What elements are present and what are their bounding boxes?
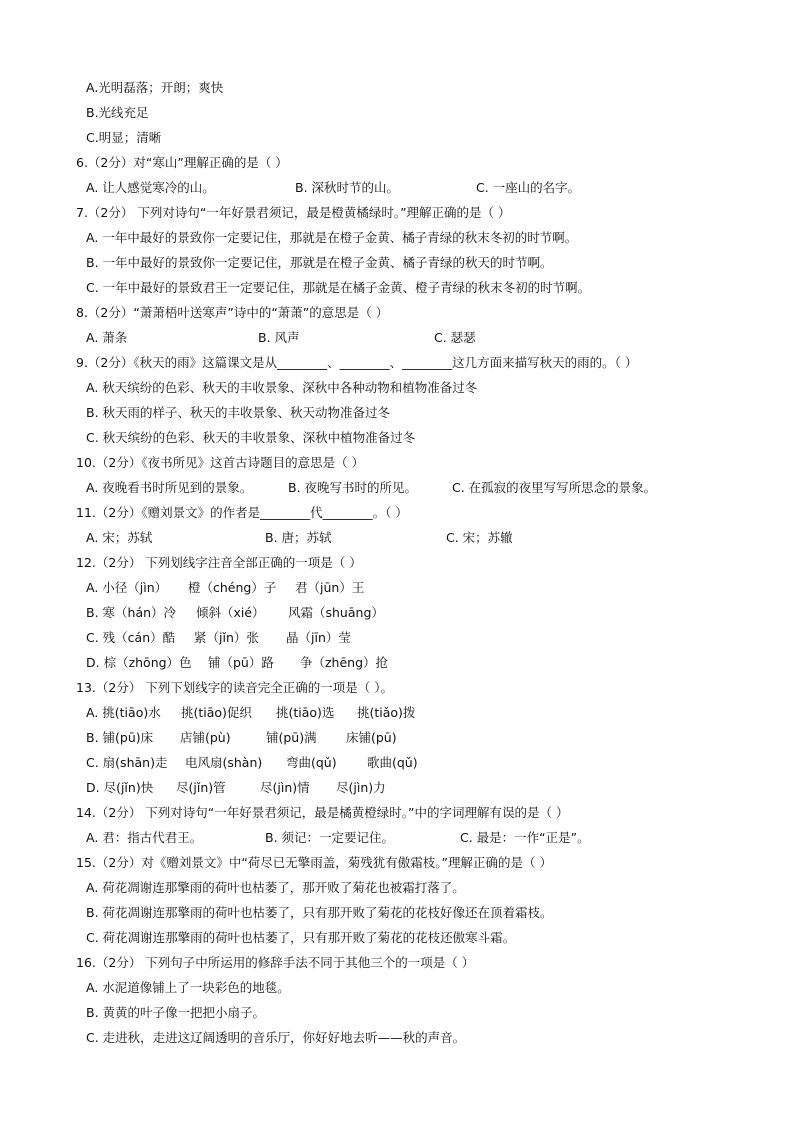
option-d: D. 尽(jǐn)快 <box>86 780 154 795</box>
question-6: 6.（2分）对“寒山”理解正确的是（ ） <box>76 155 288 170</box>
option-a: A. 挑(tiāo)水 <box>86 705 161 720</box>
question-10: 10.（2分）《夜书所见》这首古诗题目的意思是（ ） <box>76 455 365 470</box>
option-line: C. 荷花凋谢连那擎雨的荷叶也枯萎了，只有那开败了菊花的花枝还傲寒斗霜。 <box>86 930 516 945</box>
option-c: C. 残（cán）酷 <box>86 630 176 645</box>
question-11: 11.（2分）《赠刘景文》的作者是________代________。（ ） <box>76 505 408 520</box>
question-12: 12.（2分） 下列划线字注音全部正确的一项是（ ） <box>76 555 362 570</box>
option-a: A. 宋；苏轼 <box>86 530 153 545</box>
question-14: 14.（2分） 下列对诗句“一年好景君须记，最是橘黄橙绿时。”中的字词理解有误的是（ ） <box>76 805 569 820</box>
option-b: B. 深秋时节的山。 <box>295 180 400 195</box>
option-d-2: 尽(jǐn)管 <box>176 780 226 795</box>
option-line: B.光线充足 <box>86 105 149 120</box>
option-line: C. 秋天缤纷的色彩、秋天的丰收景象、深秋中植物准备过冬 <box>86 430 416 445</box>
option-b: B. 唐；苏轼 <box>265 530 332 545</box>
question-7: 7.（2分） 下列对诗句“一年好景君须记，最是橙黄橘绿时。”理解正确的是（ ） <box>76 205 511 220</box>
option-line: C. 走进秋，走进这辽阔透明的音乐厅，你好好地去听——秋的声音。 <box>86 1030 466 1045</box>
option-a: A. 让人感觉寒冷的山。 <box>86 180 215 195</box>
option-a: A. 夜晚看书时所见到的景象。 <box>86 480 253 495</box>
option-b-2: 倾斜（xié） <box>196 605 265 620</box>
option-c-3: 晶（jīn）莹 <box>286 630 351 645</box>
option-c-3: 弯曲(qǔ) <box>286 755 337 770</box>
option-d-3: 尽(jìn)情 <box>260 780 310 795</box>
option-b-3: 铺(pū)满 <box>266 730 317 745</box>
option-c-4: 歌曲(qǔ) <box>367 755 418 770</box>
option-line: A.光明磊落；开朗；爽快 <box>86 80 224 95</box>
option-c: C. 瑟瑟 <box>434 330 476 345</box>
option-c: C. 最是：一作“正是”。 <box>460 830 590 845</box>
question-15: 15.（2分）对《赠刘景文》中“荷尽已无擎雨盖，菊残犹有傲霜枝。”理解正确的是（ ） <box>76 855 553 870</box>
option-c: C. 一座山的名字。 <box>476 180 581 195</box>
option-a: A. 君：指古代君王。 <box>86 830 203 845</box>
option-b: B. 风声 <box>258 330 300 345</box>
option-line: B. 秋天雨的样子、秋天的丰收景象、秋天动物准备过冬 <box>86 405 391 420</box>
option-c-2: 电风扇(shàn) <box>185 755 263 770</box>
option-a: A. 萧条 <box>86 330 128 345</box>
question-13: 13.（2分） 下列下划线字的读音完全正确的一项是（ ）。 <box>76 680 394 695</box>
option-c: C. 扇(shān)走 <box>86 755 168 770</box>
option-a-2: 挑(tiāo)促织 <box>181 705 252 720</box>
option-b-4: 床铺(pū) <box>346 730 397 745</box>
option-b: B. 铺(pū)床 <box>86 730 154 745</box>
option-a-2: 橙（chéng）子 <box>188 580 277 595</box>
option-d-3: 争（zhēng）抢 <box>300 655 389 670</box>
option-d: D. 棕（zhōng）色 <box>86 655 192 670</box>
option-c: C. 宋；苏辙 <box>446 530 513 545</box>
option-c-2: 紧（jǐn）张 <box>194 630 259 645</box>
option-line: C. 一年中最好的景致君王一定要记住，那就是在橘子金黄、橙子青绿的秋末冬初的时节啊。 <box>86 280 591 295</box>
option-line: B. 荷花凋谢连那擎雨的荷叶也枯萎了，只有那开败了菊花的花枝好像还在顶着霜枝。 <box>86 905 553 920</box>
option-line: A. 一年中最好的景致你一定要记住，那就是在橙子金黄、橘子青绿的秋末冬初的时节啊。 <box>86 230 578 245</box>
option-b-3: 风霜（shuāng） <box>288 605 384 620</box>
option-a: A. 小径（jìn） <box>86 580 168 595</box>
option-line: A. 秋天缤纷的色彩、秋天的丰收景象、深秋中各种动物和植物准备过冬 <box>86 380 478 395</box>
option-b: B. 寒（hán）冷 <box>86 605 177 620</box>
option-d-4: 尽(jìn)力 <box>336 780 386 795</box>
option-d-2: 铺（pū）路 <box>208 655 274 670</box>
option-c: C. 在孤寂的夜里写写所思念的景象。 <box>452 480 657 495</box>
question-9: 9.（2分）《秋天的雨》这篇课文是从________、________、________这几方面来描写秋天的雨的。（ ） <box>76 355 638 370</box>
option-line: C.明显；清晰 <box>86 130 162 145</box>
option-line: B. 一年中最好的景致你一定要记住，那就是在橙子金黄、橘子青绿的秋天的时节啊。 <box>86 255 553 270</box>
option-line: A. 水泥道像铺上了一块彩色的地毯。 <box>86 980 290 995</box>
option-b-2: 店铺(pù) <box>180 730 231 745</box>
option-line: A. 荷花凋谢连那擎雨的荷叶也枯萎了，那开败了菊花也被霜打落了。 <box>86 880 465 895</box>
option-a-4: 挑(tiǎo)拨 <box>357 705 416 720</box>
option-b: B. 夜晚写书时的所见。 <box>288 480 418 495</box>
option-a-3: 君（jūn）王 <box>295 580 365 595</box>
option-a-3: 挑(tiāo)选 <box>276 705 335 720</box>
option-b: B. 须记：一定要记住。 <box>265 830 395 845</box>
question-16: 16.（2分） 下列句子中所运用的修辞手法不同于其他三个的一项是（ ） <box>76 955 475 970</box>
option-line: B. 黄黄的叶子像一把把小扇子。 <box>86 1005 266 1020</box>
question-8: 8.（2分）“萧萧梧叶送寒声”诗中的“萧萧”的意思是（ ） <box>76 305 389 320</box>
